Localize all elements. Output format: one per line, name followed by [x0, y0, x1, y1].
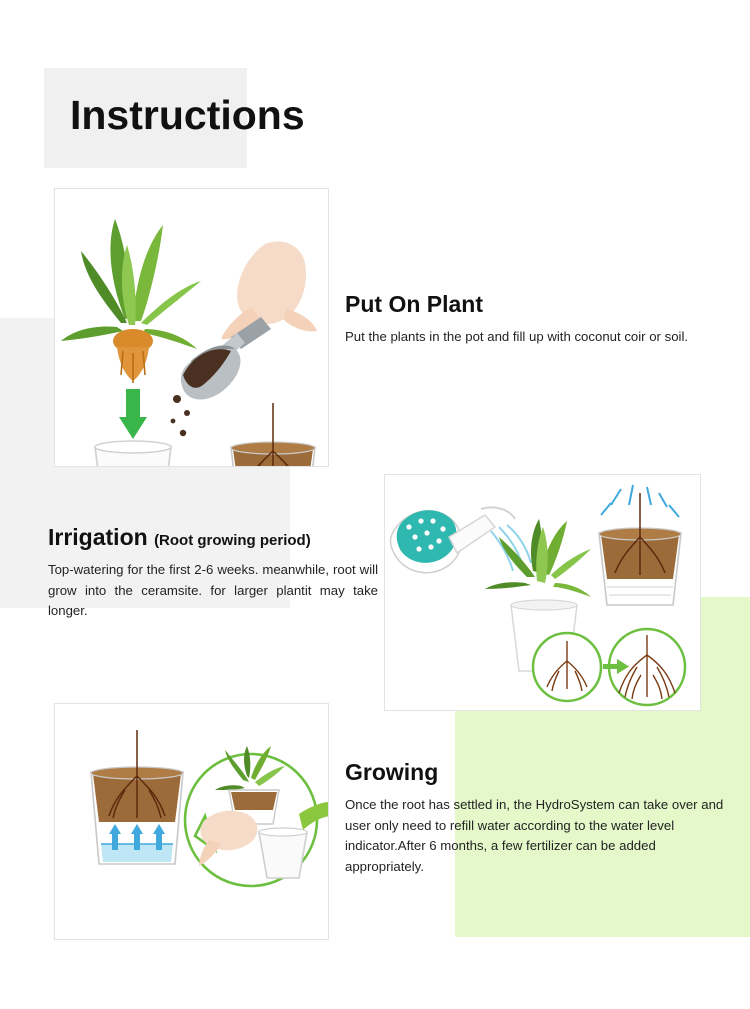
growing-text-block: [345, 760, 735, 877]
root-growth-diagram: [533, 629, 685, 705]
put-on-plant-heading: Put On Plant: [345, 291, 483, 317]
page-title: Instructions: [70, 92, 305, 138]
watering-illustration-svg: [385, 475, 700, 710]
self-watering-illustration-svg: [55, 704, 328, 939]
watering-can: [391, 507, 516, 572]
planting-illustration: [54, 188, 329, 467]
irrigation-body: Top-watering for the first 2-6 weeks. meanwhile, root will grow into the ceramsite. for larger plantit may take longer.: [48, 562, 378, 619]
growing-heading: Growing: [345, 759, 439, 785]
pot-with-soil-and-roots: [231, 403, 315, 466]
watering-illustration: [384, 474, 701, 711]
hand-with-trowel: [171, 241, 317, 436]
pot-with-water-level: [91, 730, 183, 864]
irrigation-text-block: [48, 525, 378, 622]
irrigation-heading-sub: (Root growing period): [154, 532, 311, 549]
irrigation-heading: [48, 525, 378, 550]
irrigation-heading-main: Irrigation: [48, 524, 148, 550]
down-arrow-icon: [119, 389, 147, 439]
root-ball: [113, 329, 153, 383]
pot-with-soil-right: [599, 493, 681, 605]
clear-pot: [95, 441, 171, 466]
put-on-plant-body: Put the plants in the pot and fill up with coconut coir or soil.: [345, 329, 689, 345]
planting-illustration-svg: [55, 189, 328, 466]
self-watering-illustration: [54, 703, 329, 940]
put-on-plant-text-block: [345, 292, 707, 348]
growing-body: Once the root has settled in, the HydroSystem can take over and user only need to refill water according to the water level indicator.After 6 months, a few fertilizer can be added appropriately.: [345, 797, 724, 874]
inner-pot-callout: [185, 746, 328, 886]
